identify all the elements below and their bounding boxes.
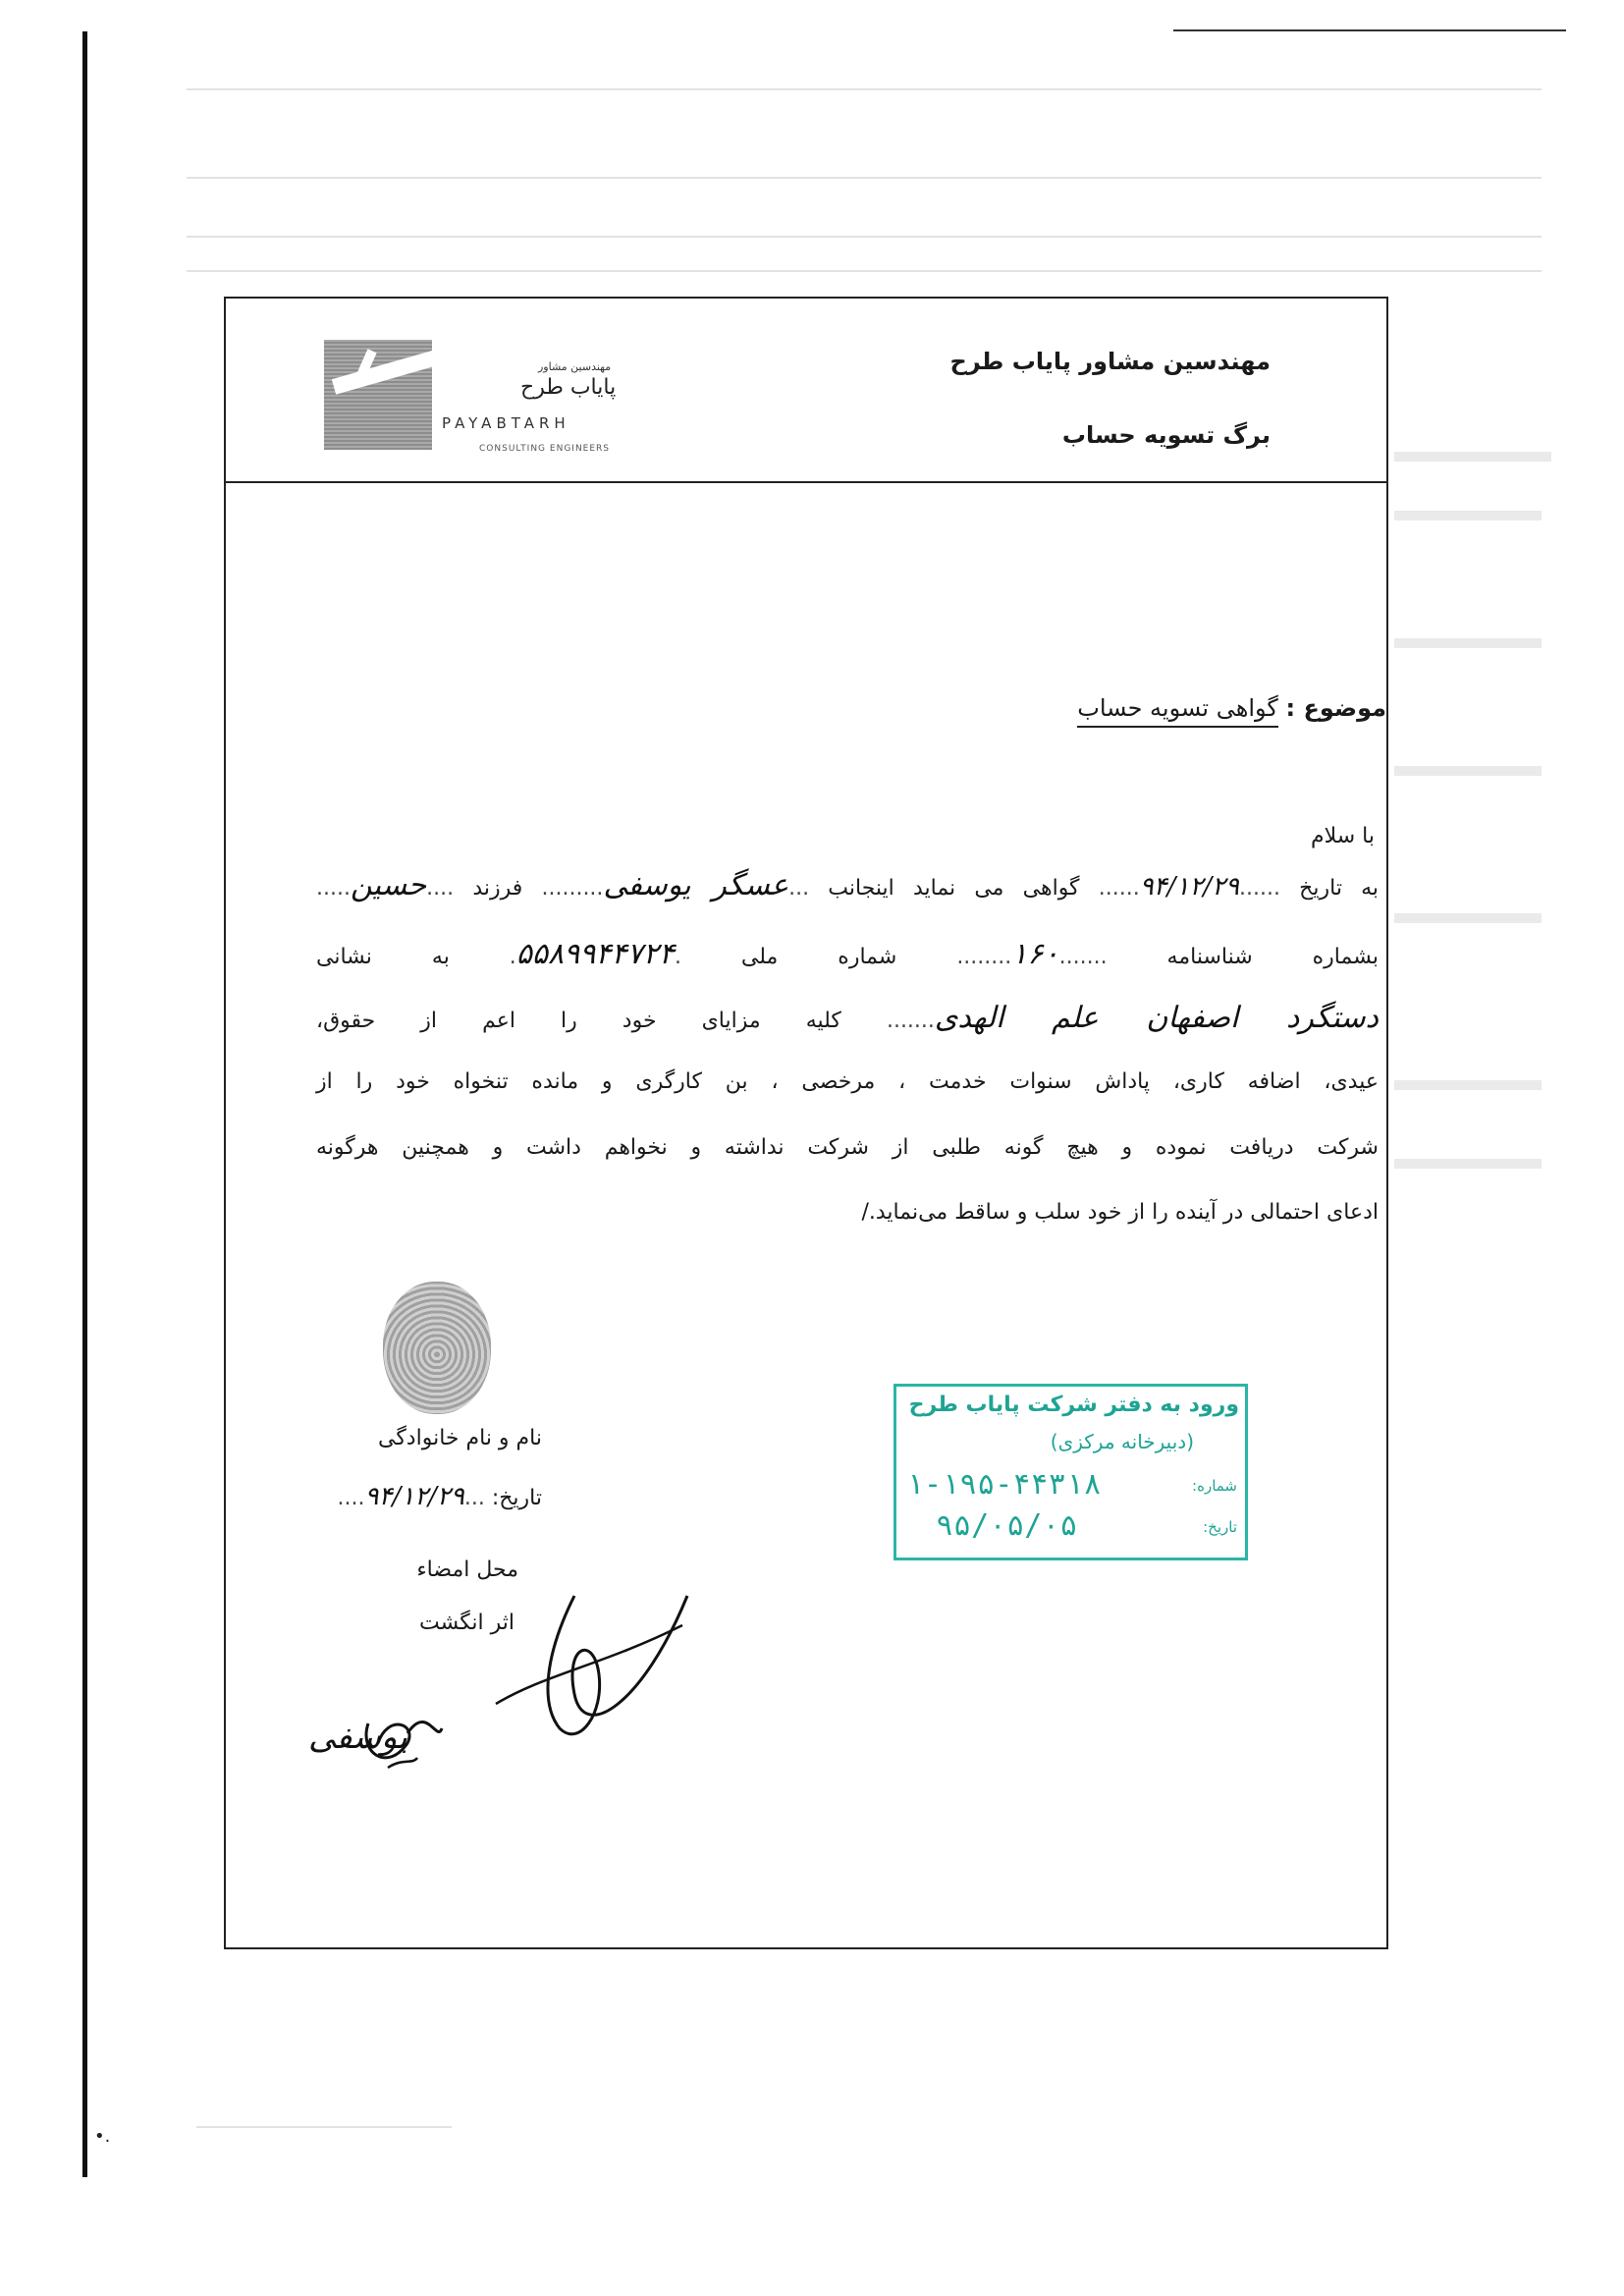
company-logo-icon xyxy=(324,340,432,450)
greeting: با سلام xyxy=(1310,824,1375,848)
subject-value: گواهی تسویه حساب xyxy=(1077,694,1278,728)
form-title: برگ تسویه حساب xyxy=(1061,421,1271,449)
handwritten-father-name: حسین xyxy=(350,868,427,902)
stamp-number-value: ۱-۱۹۵-۴۴۳۱۸ xyxy=(906,1467,1102,1502)
stamp-date-label: تاریخ: xyxy=(1203,1518,1237,1536)
body-line-6: ادعای احتمالی در آینده را از خود سلب و ساقط می‌نماید./ xyxy=(861,1200,1379,1225)
company-name: مهندسین مشاور پایاب طرح xyxy=(949,348,1271,375)
logo-text-en-sub: CONSULTING ENGINEERS xyxy=(479,444,611,454)
signoff-date-handwritten: ۹۴/۱۲/۲۹ xyxy=(364,1482,464,1511)
handwritten-national-id: ۵۵۸۹۹۴۴۷۲۴ xyxy=(515,937,675,971)
logo-text-fa: پایاب طرح xyxy=(520,375,617,400)
body-line-2: بشماره شناسنامه .......۱۶۰........ شماره ملی .۵۵۸۹۹۴۴۷۲۴. به نشانی xyxy=(316,937,1379,971)
subject-line xyxy=(238,694,1386,722)
signature-place-label: محل امضاء xyxy=(416,1558,518,1582)
stamp-number-label: شماره: xyxy=(1192,1477,1237,1495)
scan-edge-line xyxy=(82,31,87,2177)
body-line-4: عیدی، اضافه کاری، پاداش سنوات خدمت ، مرخصی ، بن کارگری و مانده تنخواه خود را از xyxy=(316,1069,1379,1094)
scan-edge-mark: •. xyxy=(94,2126,111,2147)
handwritten-address: دستگرد اصفهان علم الهدی xyxy=(934,1001,1380,1035)
stamp-date-value: ۹۵/۰۵/۰۵ xyxy=(936,1508,1078,1543)
stamp-title: ورود به دفتر شرکت پایاب طرح xyxy=(908,1393,1239,1417)
full-name-label: نام و نام خانوادگی xyxy=(377,1426,542,1450)
body-line-1: به تاریخ ......۹۴/۱۲/۲۹...... گواهی می نماید اینجانب ...عسگر یوسفی......... فرزند ....حسین..... xyxy=(316,868,1380,902)
handwritten-date: ۹۴/۱۲/۲۹ xyxy=(1139,872,1240,902)
signoff-date: تاریخ: ...۹۴/۱۲/۲۹.... xyxy=(337,1482,542,1511)
handwritten-id-number: ۱۶۰ xyxy=(1011,937,1059,971)
logo-text-en: PAYABTARH xyxy=(442,414,570,432)
handwritten-name: عسگر یوسفی xyxy=(603,868,789,902)
signature-image xyxy=(307,1557,722,1792)
top-rule xyxy=(1173,29,1566,31)
subject-label: موضوع : xyxy=(1285,694,1386,722)
fingerprint-image xyxy=(383,1282,491,1414)
fingerprint-label: اثر انگشت xyxy=(419,1611,514,1635)
signature-text: یوسفی xyxy=(307,1718,407,1757)
body-line-5: شرکت دریافت نموده و هیچ گونه طلبی از شرکت نداشته و نخواهم داشت و همچنین هرگونه xyxy=(316,1135,1379,1160)
signoff-date-label: تاریخ: xyxy=(491,1486,542,1510)
stamp-subtitle: (دبیرخانه مرکزی) xyxy=(1050,1430,1194,1453)
body-line-3: دستگرد اصفهان علم الهدی....... کلیه مزایای خود را اعم از حقوق، xyxy=(316,1001,1380,1035)
form-header xyxy=(226,299,1386,483)
registration-stamp xyxy=(893,1384,1248,1560)
logo-text-fa-small: مهندسین مشاور xyxy=(538,360,612,373)
